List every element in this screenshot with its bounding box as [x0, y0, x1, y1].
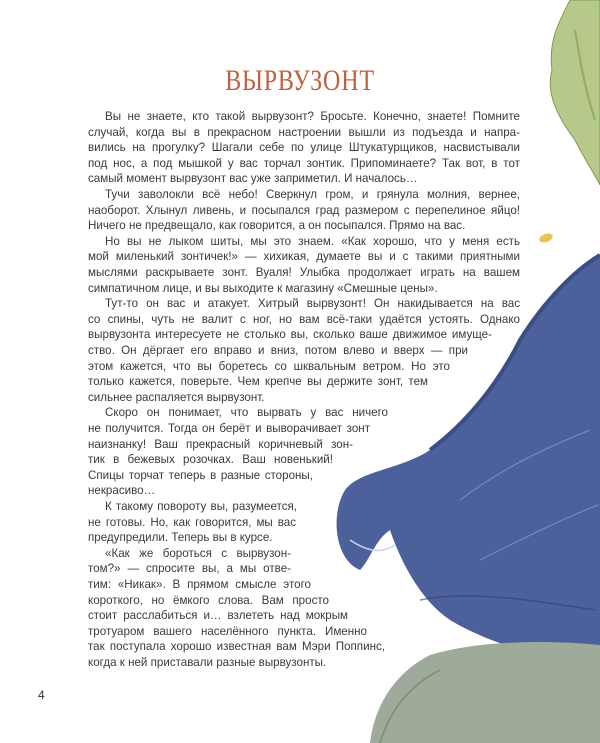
text-line: том?» — спросите вы, а мы отве- — [88, 562, 291, 576]
text-line: короткого, но ёмкого слова. Вам просто — [88, 593, 329, 607]
page-number: 4 — [38, 688, 45, 702]
text-line: предупредили. Теперь вы в курсе. — [88, 531, 273, 545]
text-line: вырвузонта интересуете не столько вы, сколько ваше движимое имуще- — [88, 328, 492, 342]
text-line: ство. Он дёргает его вправо и вниз, потом влево и вверх — при — [88, 344, 468, 357]
text-line: Вы не знаете, кто такой вырвузонт? Бросьте. Конечно, знаете! Помните — [105, 110, 520, 123]
text-line: тротуаром вашего населённого пункта. Именно — [88, 624, 367, 638]
text-line: вились на прогулку? Шагали себе по улице Штукатурщиков, насвистывали — [88, 141, 520, 155]
text-line: мой миленький зонтичек!» — хихикая, думаете вы и с такими приятными — [88, 250, 520, 264]
text-line: «Как же бороться с вырвузон- — [105, 546, 291, 560]
text-line: сильнее распаляется вырвузонт. — [88, 390, 265, 404]
text-line: так поступала хорошо известная вам Мэри Поппинс, — [88, 640, 385, 654]
text-line: некрасиво… — [88, 484, 156, 498]
text-line: Но вы не лыком шиты, мы это знаем. «Как хорошо, что у меня есть — [105, 234, 520, 248]
text-line: тик в бежевых розочках. Ваш новенький! — [88, 453, 333, 467]
text-line: когда к ней приставали разные вырвузонты. — [88, 656, 327, 669]
chapter-title: ВЫРВУЗОНТ — [225, 64, 375, 97]
text-line: наоборот. Хлынул ливень, и посыпался град размером с перепелиное яйцо! — [88, 203, 520, 217]
tree-foliage — [550, 0, 600, 185]
ground-grass — [370, 642, 600, 743]
text-line: Ничего не предвещало, как говорится, а он посыпался. Прямо на вас. — [88, 219, 466, 233]
text-line: Спицы торчат теперь в разные стороны, — [88, 468, 313, 482]
text-line: стоит расслабиться и… взлететь над мокрым — [88, 609, 348, 623]
text-line: со спины, чуть не валит с ног, но вам всё-таки удаётся устоять. Однако — [88, 312, 520, 326]
text-line: Тучи заволокли всё небо! Сверкнул гром, и грянула молния, вернее, — [105, 188, 520, 201]
text-line: симпатичном лице, и вы выходите к магазину «Смешные цены». — [88, 281, 438, 295]
text-line: случай, когда вы в прекрасном настроении вышли из подъезда и напра- — [88, 125, 520, 139]
text-line: этом кажется, что вы боретесь со шквальным ветром. Но это — [88, 359, 450, 373]
yellow-leaf — [538, 232, 554, 244]
text-line: не готовы. Но, как говорится, мы вас — [88, 515, 296, 529]
text-line: самый момент вырвузонт вас уже заприметил. И началось… — [88, 172, 418, 186]
text-line: не получится. Тогда он берёт и выворачивает зонт — [88, 422, 370, 435]
text-line: К такому повороту вы, разумеется, — [105, 500, 297, 513]
text-line: Скоро он понимает, что вырвать у вас ничего — [105, 406, 388, 420]
text-line: наизнанку! Ваш прекрасный коричневый зон- — [88, 437, 353, 451]
text-line: Тут-то он вас и атакует. Хитрый вырвузонт! Он накидывается на вас — [105, 297, 520, 311]
text-line: тим: «Никак». В прямом смысле этого — [88, 578, 311, 591]
text-line: только кажется, поверьте. Чем крепче вы держите зонт, тем — [88, 375, 428, 389]
text-line: под нос, а под мышкой у вас торчал зонтик. Припоминаете? Так вот, в тот — [88, 156, 520, 170]
text-line: мыслями раскрываете зонт. Вуаля! Улыбка продолжает играть на вашем — [88, 266, 520, 279]
